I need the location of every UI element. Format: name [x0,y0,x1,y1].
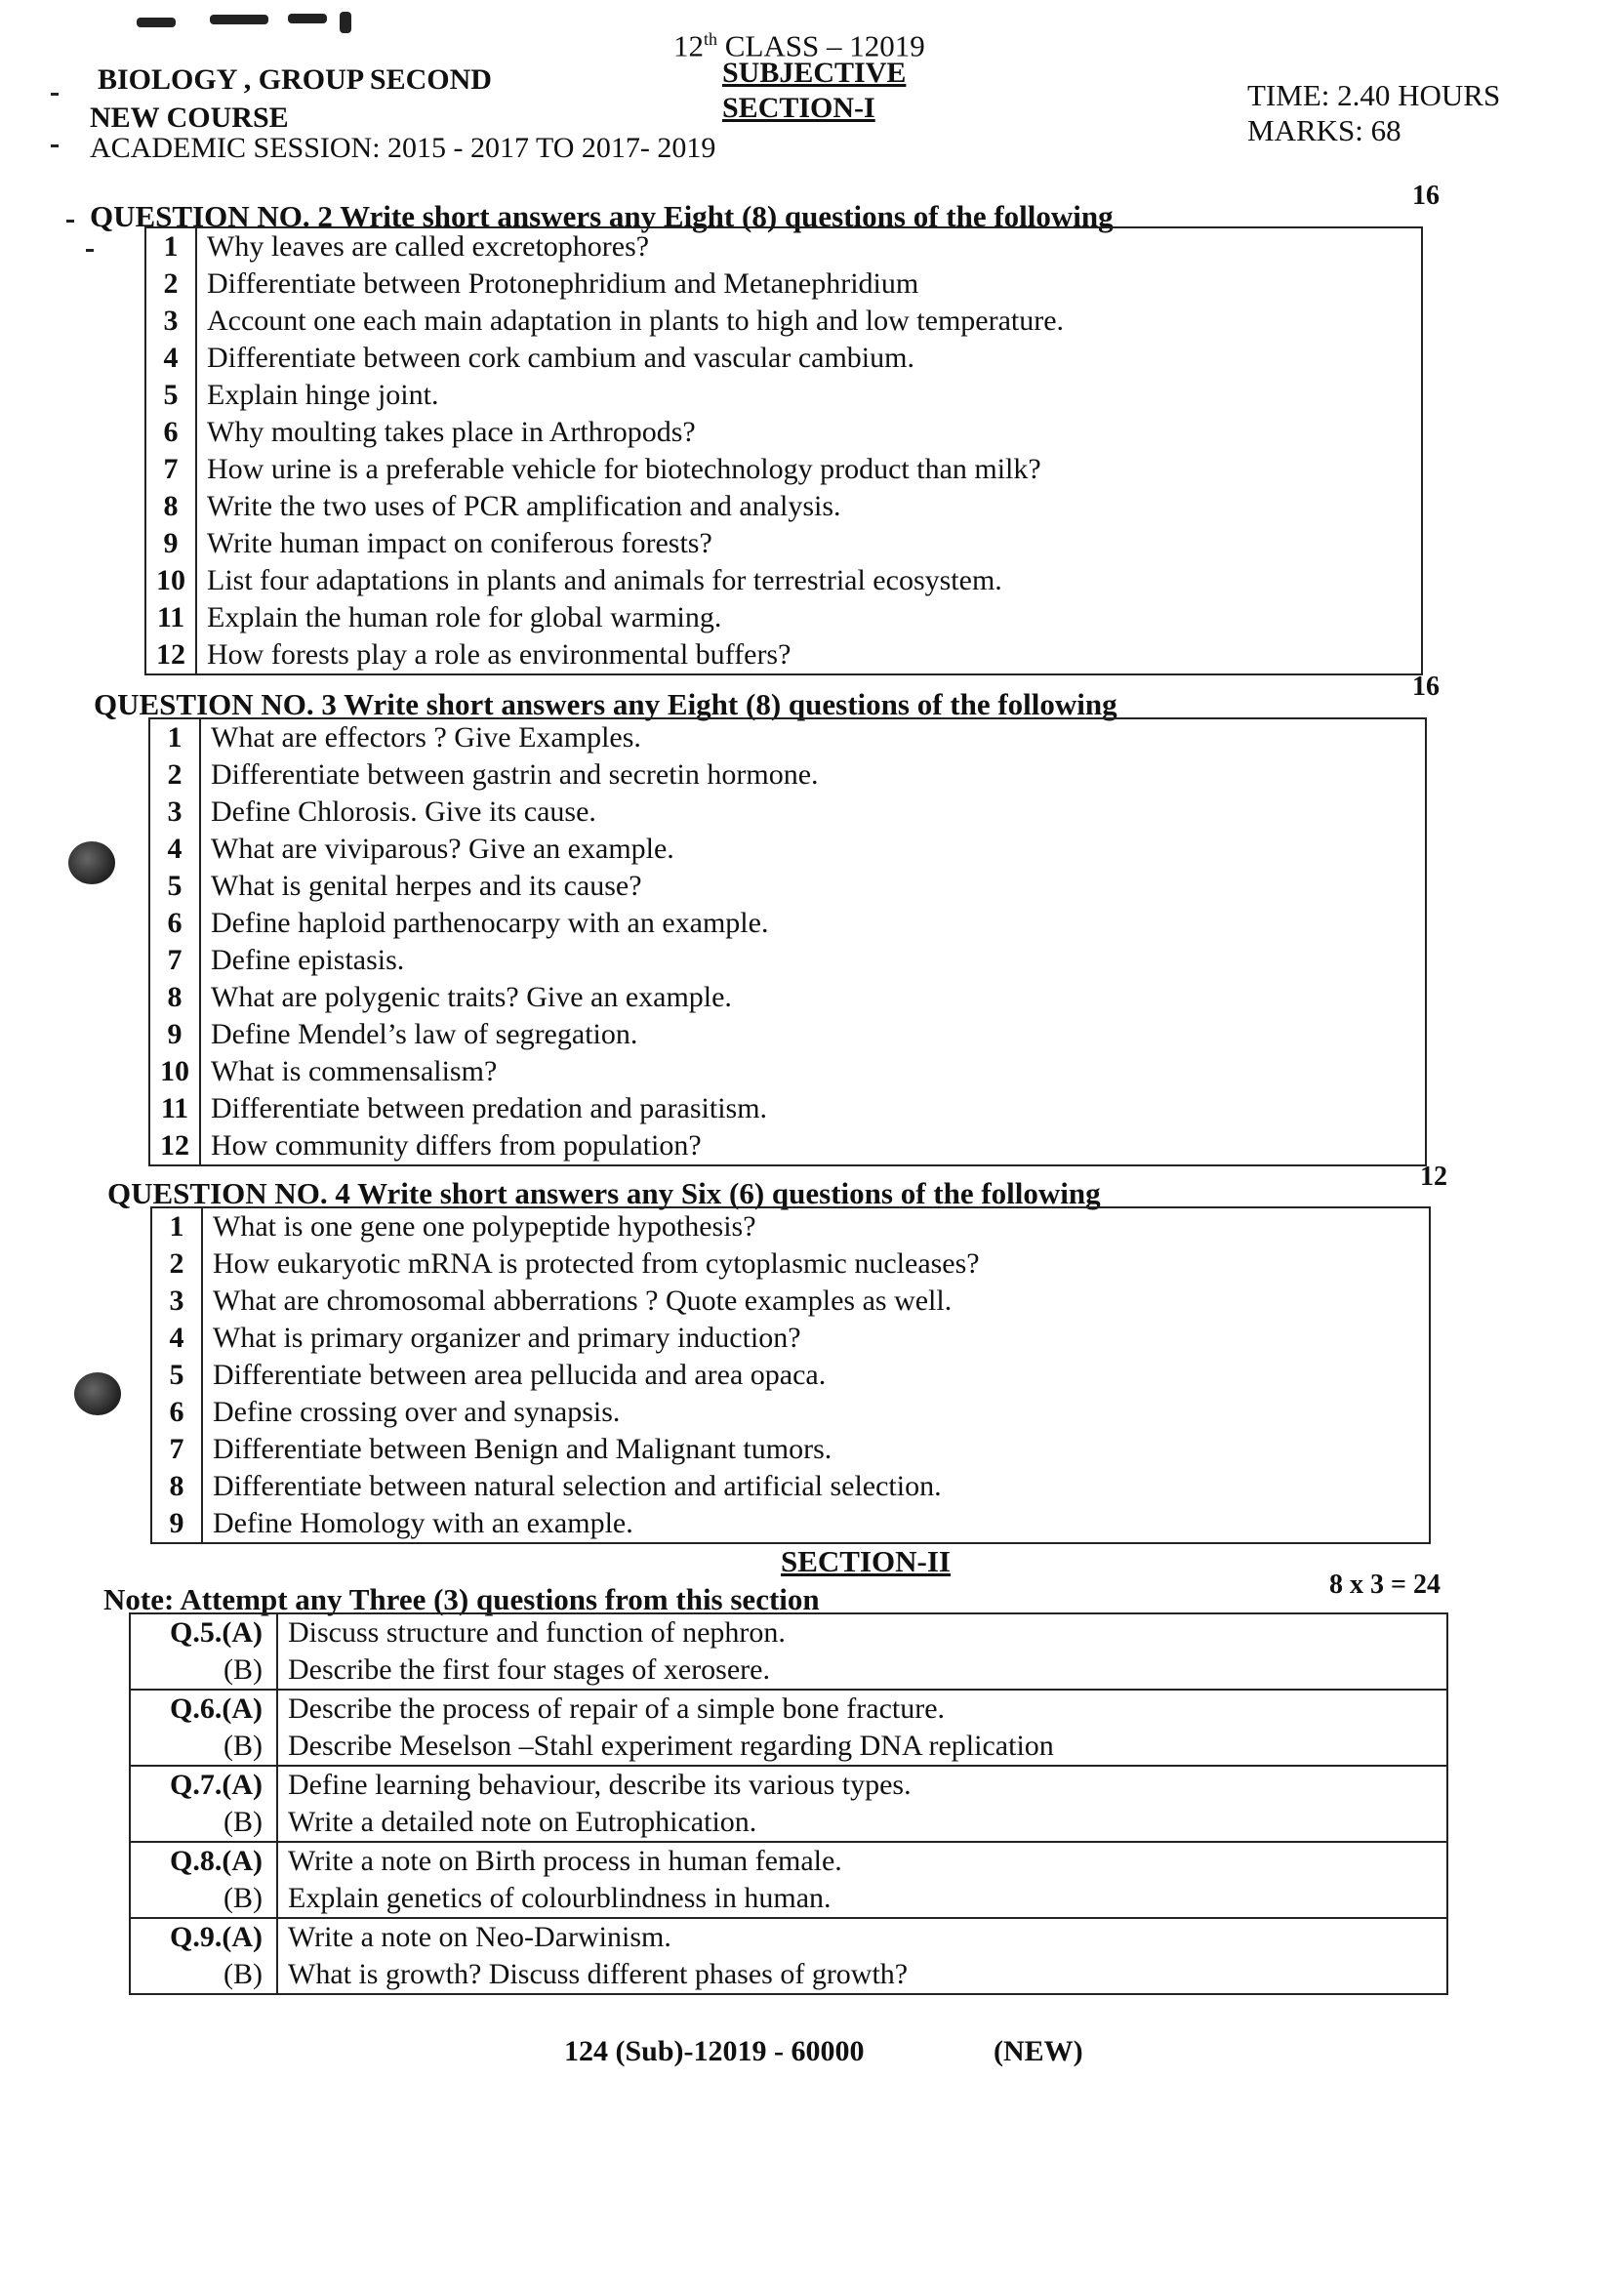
question-row [145,340,1422,377]
long-question-text: Describe Meselson –Stahl experiment regarding DNA replication [277,1728,1447,1766]
question-text: Explain the human role for global warming. [196,599,1422,636]
question-text: Differentiate between area pellucida and area opaca. [202,1357,1430,1394]
question-row [149,868,1426,905]
question-row [149,1053,1426,1090]
long-question-row [130,1880,1447,1918]
long-question-label: Q.8.(A) [130,1842,277,1880]
note-text: Attempt any Three (3) questions from this section [180,1582,820,1616]
long-question-text: Write a note on Birth process in human female. [277,1842,1447,1880]
question-text: Write human impact on coniferous forests? [196,525,1422,562]
question-number: 6 [145,414,196,451]
question-row [145,488,1422,525]
question-number: 5 [149,868,200,905]
question-number: 1 [151,1207,202,1245]
question-row [151,1394,1430,1431]
question-text: What are polygenic traits? Give an example. [200,979,1426,1016]
section-one-title: SECTION-I [722,92,875,124]
question-number: 7 [151,1431,202,1468]
time-label: TIME: 2.40 HOURS [1247,78,1501,112]
paper-tag: (NEW) [994,2035,1083,2067]
question-number: 3 [149,794,200,831]
long-question-text: Describe the first four stages of xerosere. [277,1652,1447,1690]
question-number: 8 [149,979,200,1016]
q3-table [148,717,1427,1166]
long-question-label: Q.5.(A) [130,1613,277,1652]
scribble-mark [340,12,351,33]
question-row [145,377,1422,414]
section-two-note [103,1583,820,1616]
long-question-label: Q.6.(A) [130,1690,277,1728]
question-text: How eukaryotic mRNA is protected from cytoplasmic nucleases? [202,1245,1430,1283]
long-question-row [130,1690,1447,1728]
question-row [149,756,1426,794]
question-text: Differentiate between natural selection and artificial selection. [202,1468,1430,1505]
long-question-row [130,1652,1447,1690]
question-text: What is one gene one polypeptide hypothesis? [202,1207,1430,1245]
question-text: Define Mendel’s law of segregation. [200,1016,1426,1053]
question-row [151,1207,1430,1245]
margin-dash [86,249,94,252]
marks-label: MARKS: 68 [1247,113,1401,147]
question-number: 8 [151,1468,202,1505]
question-row [145,599,1422,636]
question-number: 9 [151,1505,202,1543]
question-row [145,451,1422,488]
question-number: 11 [149,1090,200,1127]
question-text: How forests play a role as environmental buffers? [196,636,1422,674]
question-row [151,1468,1430,1505]
question-number: 9 [149,1016,200,1053]
q3-marks: 16 [1412,672,1440,702]
long-question-row [130,1766,1447,1804]
question-number: 3 [145,303,196,340]
q2-marks: 16 [1412,181,1440,211]
question-text: Why moulting takes place in Arthropods? [196,414,1422,451]
long-question-text: Write a detailed note on Eutrophication. [277,1804,1447,1842]
question-row [145,227,1422,265]
q4-marks: 12 [1420,1162,1447,1192]
question-text: Define crossing over and synapsis. [202,1394,1430,1431]
long-question-label: (B) [130,1728,277,1766]
question-text: Differentiate between cork cambium and vascular cambium. [196,340,1422,377]
section-two-marks: 8 x 3 = 24 [1329,1570,1441,1600]
long-question-text: Explain genetics of colourblindness in human. [277,1880,1447,1918]
question-text: Define Homology with an example. [202,1505,1430,1543]
long-question-label: (B) [130,1652,277,1690]
question-text: Define Chlorosis. Give its cause. [200,794,1426,831]
long-question-text: Define learning behaviour, describe its various types. [277,1766,1447,1804]
question-text: Write the two uses of PCR amplification and analysis. [196,488,1422,525]
question-number: 5 [151,1357,202,1394]
q3-heading: QUESTION NO. 3 Write short answers any Eight (8) questions of the following [94,687,1117,721]
long-question-row [130,1613,1447,1652]
long-question-text: What is growth? Discuss different phases of growth? [277,1956,1447,1994]
question-row [145,525,1422,562]
long-question-text: Discuss structure and function of nephron. [277,1613,1447,1652]
question-number: 8 [145,488,196,525]
subject-title: BIOLOGY , GROUP SECOND [98,63,492,96]
paper-code: 124 (Sub)-12019 - 60000 [564,2035,865,2067]
question-number: 4 [145,340,196,377]
question-row [149,905,1426,942]
question-number: 11 [145,599,196,636]
question-row [149,1127,1426,1165]
question-text: Define epistasis. [200,942,1426,979]
question-row [151,1505,1430,1543]
question-number: 7 [145,451,196,488]
question-text: Explain hinge joint. [196,377,1422,414]
question-row [151,1357,1430,1394]
q4-heading: QUESTION NO. 4 Write short answers any Six (6) questions of the following [107,1176,1101,1210]
question-row [149,1090,1426,1127]
course-title: NEW COURSE [90,102,289,134]
question-row [151,1283,1430,1320]
question-number: 2 [149,756,200,794]
scribble-mark [210,15,268,24]
punch-hole [74,1372,121,1415]
question-row [145,414,1422,451]
question-text: How community differs from population? [200,1127,1426,1165]
question-row [149,794,1426,831]
question-text: Differentiate between predation and parasitism. [200,1090,1426,1127]
question-number: 2 [145,265,196,303]
question-number: 1 [149,718,200,756]
class-title: 12th CLASS – 12019 [673,28,925,63]
long-question-row [130,1728,1447,1766]
q2-table [144,226,1423,675]
question-number: 1 [145,227,196,265]
question-text: How urine is a preferable vehicle for biotechnology product than milk? [196,451,1422,488]
question-text: Account one each main adaptation in plants to high and low temperature. [196,303,1422,340]
margin-dash [51,93,59,96]
long-question-row [130,1804,1447,1842]
long-question-label: (B) [130,1880,277,1918]
long-question-row [130,1842,1447,1880]
scribble-mark [137,18,176,27]
question-row [145,265,1422,303]
question-text: Define haploid parthenocarpy with an example. [200,905,1426,942]
question-row [151,1245,1430,1283]
paper-type: SUBJECTIVE [722,57,907,89]
question-text: What is genital herpes and its cause? [200,868,1426,905]
question-row [151,1320,1430,1357]
question-text: Differentiate between Benign and Malignant tumors. [202,1431,1430,1468]
long-question-label: Q.7.(A) [130,1766,277,1804]
question-number: 4 [149,831,200,868]
question-number: 6 [149,905,200,942]
question-row [145,562,1422,599]
q4-table [150,1206,1431,1544]
long-question-text: Describe the process of repair of a simple bone fracture. [277,1690,1447,1728]
question-number: 9 [145,525,196,562]
question-number: 7 [149,942,200,979]
question-text: List four adaptations in plants and animals for terrestrial ecosystem. [196,562,1422,599]
question-number: 4 [151,1320,202,1357]
question-number: 5 [145,377,196,414]
question-number: 10 [145,562,196,599]
question-number: 12 [145,636,196,674]
long-question-row [130,1956,1447,1994]
long-question-label: (B) [130,1804,277,1842]
section-two-title: SECTION-II [781,1544,951,1578]
question-text: Differentiate between gastrin and secretin hormone. [200,756,1426,794]
long-question-label: Q.9.(A) [130,1918,277,1956]
question-row [149,942,1426,979]
question-row [145,636,1422,674]
scribble-mark [288,14,327,23]
margin-dash [66,220,74,223]
question-number: 12 [149,1127,200,1165]
long-question-label: (B) [130,1956,277,1994]
question-row [149,718,1426,756]
long-question-row [130,1918,1447,1956]
question-row [149,831,1426,868]
question-text: What are effectors ? Give Examples. [200,718,1426,756]
question-number: 2 [151,1245,202,1283]
question-row [151,1431,1430,1468]
note-label: Note: [103,1582,175,1616]
question-row [149,1016,1426,1053]
question-row [145,303,1422,340]
punch-hole [68,841,115,884]
long-question-text: Write a note on Neo-Darwinism. [277,1918,1447,1956]
question-text: What are chromosomal abberrations ? Quote examples as well. [202,1283,1430,1320]
question-number: 6 [151,1394,202,1431]
session-title: ACADEMIC SESSION: 2015 - 2017 TO 2017- 2019 [90,132,716,164]
question-text: Why leaves are called excretophores? [196,227,1422,265]
question-text: Differentiate between Protonephridium and Metanephridium [196,265,1422,303]
margin-dash [51,144,59,147]
question-text: What are viviparous? Give an example. [200,831,1426,868]
question-row [149,979,1426,1016]
q2-heading: QUESTION NO. 2 Write short answers any Eight (8) questions of the following [90,199,1114,233]
section-two-table [129,1612,1448,1995]
question-text: What is commensalism? [200,1053,1426,1090]
question-text: What is primary organizer and primary induction? [202,1320,1430,1357]
question-number: 3 [151,1283,202,1320]
question-number: 10 [149,1053,200,1090]
